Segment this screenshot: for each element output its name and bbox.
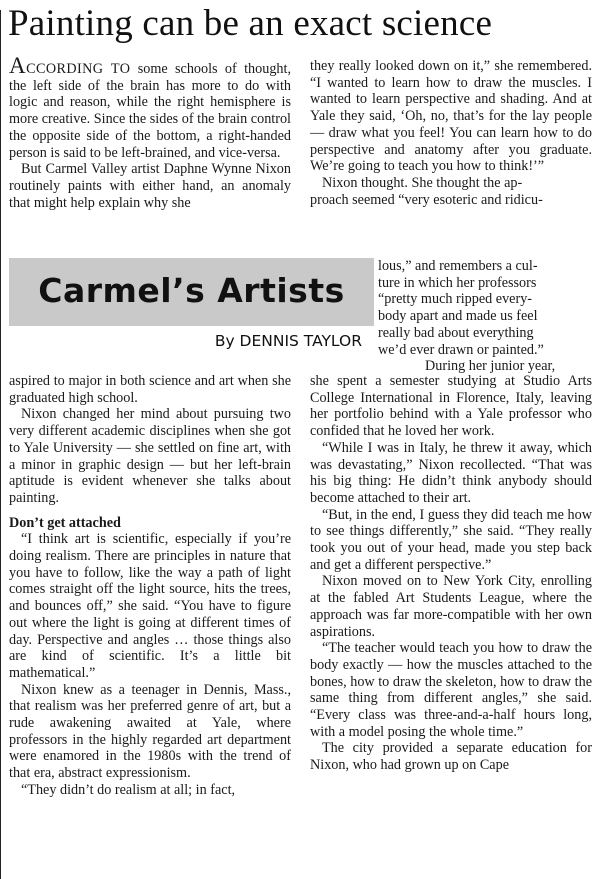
paragraph-line: proach seemed “very esoteric and ridicu- [310, 191, 543, 208]
article-paragraph: aspired to major in both science and art when she graduated high school. [9, 373, 291, 406]
paragraph-line: “pretty much ripped every- [378, 291, 533, 308]
right-column-bottom [310, 373, 592, 774]
article-paragraph: Nixon knew as a teenager in Dennis, Mass., that realism was her preferred genre of art, but a rude awakening awaited at Yale, where professors in the highly regarded art department were enamored in the 1980s with the trend of that era, abstract expressionism. [9, 681, 291, 782]
article-paragraph: The city provided a separate education for Nixon, who had grown up on Cape [310, 740, 592, 774]
paragraph-line: ture in which her professors [378, 274, 537, 291]
article-paragraph: Nixon changed her mind about pursuing two very different academic disciplines when she got to Yale University — she settled on fine art, with a minor in graphic design — but her left-brain aptitude is evident whenever she talks about painting. [9, 406, 291, 506]
article-paragraph: she spent a semester studying at Studio Arts College International in Florence, Italy, leaving her portfolio behind with a Yale professor who confided that he loved her work. [310, 373, 592, 440]
paragraph-line: body apart and made us feel [378, 308, 538, 325]
paragraph-line: During her junior year, [425, 358, 556, 374]
headline: Painting can be an exact science [8, 3, 493, 44]
article-paragraph: “But, in the end, I guess they did teach me how to see things differently,” she said. “They really took you out of your head, made you step back and get a different perspective.” [310, 506, 592, 573]
byline: By DENNIS TAYLOR [214, 332, 362, 350]
left-column-top [9, 53, 291, 211]
paragraph-line: lous,” and remembers a cul- [378, 258, 538, 274]
section-banner [9, 258, 374, 326]
subheading: Don’t get attached [9, 514, 121, 531]
lead-in: CCORDING TO [26, 61, 131, 77]
column-rule [0, 10, 1, 879]
drop-cap: A [9, 53, 27, 78]
paragraph-line: we’d ever drawn or painted.” [378, 341, 544, 358]
paragraph-text: some schools of thought, the left side of the brain has more to do with logic and reason, while the right hemisphere is more creative. Since the sides of the brain control the opposite side of the bottom, a right-handed person is said to be left-brained, and vice-versa. [9, 61, 291, 161]
left-column-bottom [9, 373, 291, 799]
article-paragraph: “While I was in Italy, he threw it away, which was devastating,” Nixon recollected. “That was his big thing: He didn’t think anybody should become attached to their art. [310, 439, 592, 506]
right-column-top [310, 58, 592, 208]
paragraph-line: really bad about everything [378, 324, 534, 341]
article-paragraph: “I think art is scientific, especially if you’re doing realism. There are principles in nature that you have to follow, like the way a path of light comes straight off the light source, hits the trees, and bounces off,” she said. “You have to figure out where the light is going at different times of day. Perspective and angles … those things also are kind of scientific. It’s a little bit mathematical.” [9, 531, 291, 681]
article-paragraph: But Carmel Valley artist Daphne Wynne Nixon routinely paints with either hand, an anomaly that might help explain why she [9, 161, 291, 211]
banner-title: Carmel’s Artists [38, 271, 345, 310]
paragraph-line: Nixon thought. She thought the ap- [322, 174, 523, 191]
article-paragraph: “The teacher would teach you how to draw the body exactly — how the muscles attached to the bones, how to draw the skeleton, how to draw the same thing from different angles,” she said. “Every class was three-and-a-half hours long, with a model posing the whole time.” [310, 640, 592, 740]
wrapped-text-block [378, 258, 592, 358]
article-paragraph [9, 53, 291, 161]
article-paragraph: “They didn’t do realism at all; in fact, [21, 781, 236, 798]
article-paragraph: they really looked down on it,” she remembered. “I wanted to learn how to draw the muscles. I wanted to learn perspective and shading. And at Yale they said, ‘Oh, no, that’s for the lay people — draw what you feel! You can learn how to do perspective and anatomy after you graduate. We’re going to teach you how to think!’” [310, 58, 592, 175]
article-paragraph: Nixon moved on to New York City, enrolling at the fabled Art Students League, where the approach was far more-compatible with her own aspirations. [310, 573, 592, 640]
